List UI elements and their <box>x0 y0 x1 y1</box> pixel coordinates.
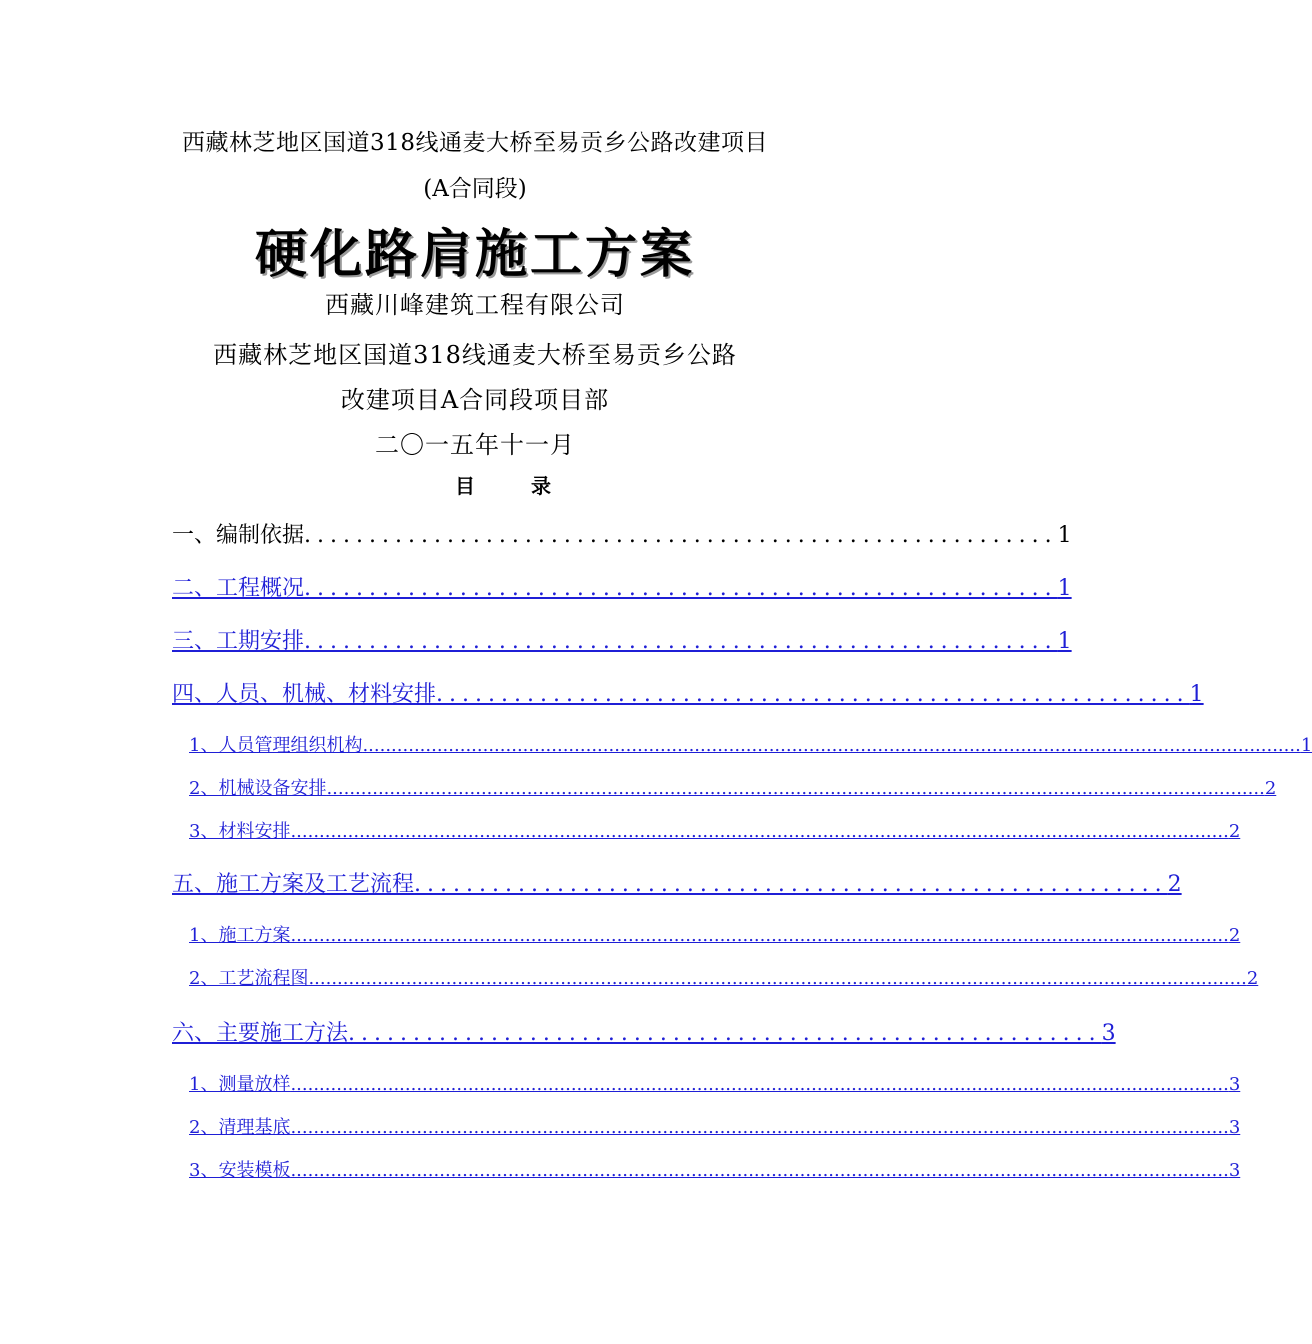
toc-entry-text: 1、人员管理组织机构 <box>189 735 363 756</box>
toc-entry-text: 三、工期安排 <box>172 629 305 654</box>
toc-dot-leader: .................................................................................................................................................................... <box>362 735 1301 756</box>
document-date: 二〇一五年十一月 <box>375 431 575 459</box>
toc-page-number: 1 <box>1189 682 1204 707</box>
toc-subentry[interactable] <box>189 1156 1241 1182</box>
toc-dot-leader: .......................................................... <box>304 576 1058 601</box>
toc-page-number: 1 <box>1057 523 1072 548</box>
toc-page-number: 1 <box>1300 735 1312 756</box>
toc-dot-leader: .................................................................................................................................................................... <box>290 925 1229 946</box>
toc-entry-text: 2、机械设备安排 <box>189 778 327 799</box>
toc-subentry[interactable] <box>189 964 1259 990</box>
toc-title: 目录 <box>455 474 607 498</box>
company-name: 西藏川峰建筑工程有限公司 <box>325 291 625 319</box>
toc-dot-leader: .......................................................... <box>414 872 1168 897</box>
toc-subentry[interactable] <box>189 1113 1241 1139</box>
toc-subentry[interactable] <box>189 817 1241 843</box>
toc-dot-leader: .................................................................................................................................................................... <box>290 821 1229 842</box>
toc-page-number: 1 <box>1057 629 1072 654</box>
toc-entry[interactable] <box>172 624 1072 655</box>
toc-page-number: 1 <box>1057 576 1072 601</box>
toc-entry[interactable] <box>172 867 1182 898</box>
toc-subentry[interactable] <box>189 1070 1241 1096</box>
toc-entry-text: 3、安装模板 <box>189 1160 291 1181</box>
toc-entry-text: 1、施工方案 <box>189 925 291 946</box>
toc-entry-text: 2、工艺流程图 <box>189 968 309 989</box>
toc-page-number: 3 <box>1101 1021 1116 1046</box>
toc-dot-leader: .......................................................... <box>348 1021 1102 1046</box>
toc-dot-leader: .......................................................... <box>304 523 1058 548</box>
toc-dot-leader: .......................................................... <box>436 682 1190 707</box>
toc-subentry[interactable] <box>189 731 1312 757</box>
toc-dot-leader: .................................................................................................................................................................... <box>290 1074 1229 1095</box>
toc-page-number: 3 <box>1228 1074 1241 1095</box>
toc-entry-text: 五、施工方案及工艺流程 <box>172 872 415 897</box>
toc-entry-text: 3、材料安排 <box>189 821 291 842</box>
toc-entry <box>172 518 1072 549</box>
toc-dot-leader: .................................................................................................................................................................... <box>326 778 1265 799</box>
project-title-line2: (A合同段) <box>423 176 527 202</box>
toc-page-number: 3 <box>1228 1117 1241 1138</box>
toc-entry-text: 1、测量放样 <box>189 1074 291 1095</box>
toc-dot-leader: .................................................................................................................................................................... <box>290 1160 1229 1181</box>
toc-entry-text: 二、工程概况 <box>172 576 305 601</box>
toc-page-number: 3 <box>1228 1160 1241 1181</box>
toc-page-number: 2 <box>1264 778 1277 799</box>
department-line1: 西藏林芝地区国道318线通麦大桥至易贡乡公路 <box>213 341 737 369</box>
toc-page-number: 2 <box>1167 872 1182 897</box>
toc-entry[interactable] <box>172 1016 1116 1047</box>
toc-dot-leader: .................................................................................................................................................................... <box>308 968 1247 989</box>
toc-entry[interactable] <box>172 677 1204 708</box>
toc-entry-text: 一、编制依据 <box>172 523 305 548</box>
toc-entry-text: 六、主要施工方法 <box>172 1021 349 1046</box>
toc-entry[interactable] <box>172 571 1072 602</box>
toc-subentry[interactable] <box>189 774 1277 800</box>
department-line2: 改建项目A合同段项目部 <box>340 386 610 414</box>
toc-page-number: 2 <box>1228 821 1241 842</box>
toc-dot-leader: .................................................................................................................................................................... <box>290 1117 1229 1138</box>
toc-page-number: 2 <box>1228 925 1241 946</box>
toc-entry-text: 四、人员、机械、材料安排 <box>172 682 437 707</box>
toc-dot-leader: .......................................................... <box>304 629 1058 654</box>
toc-subentry[interactable] <box>189 921 1241 947</box>
toc-page-number: 2 <box>1246 968 1259 989</box>
project-title-line1: 西藏林芝地区国道318线通麦大桥至易贡乡公路改建项目 <box>182 130 768 156</box>
toc-entry-text: 2、清理基底 <box>189 1117 291 1138</box>
main-title: 硬化路肩施工方案 <box>254 224 695 285</box>
